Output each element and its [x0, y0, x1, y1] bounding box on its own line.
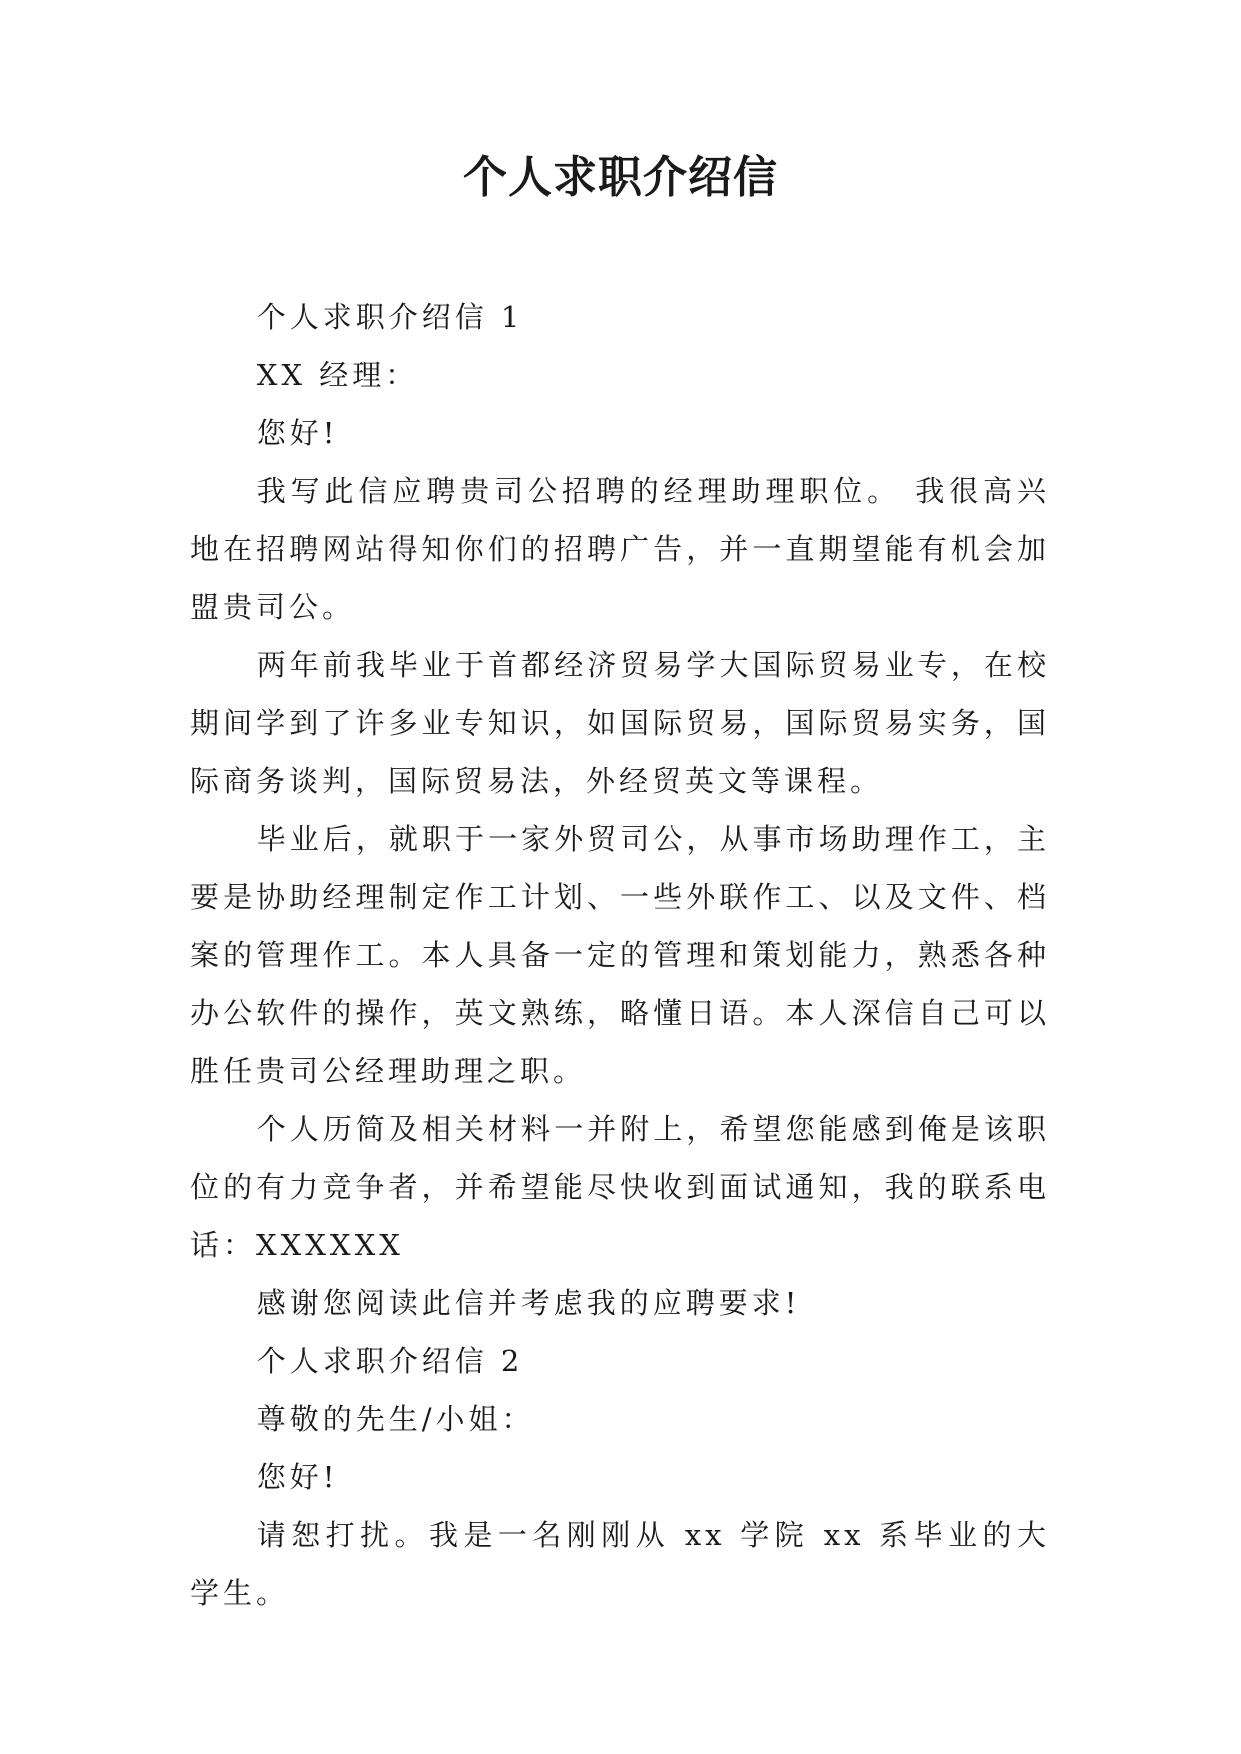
greeting-2: 您好! [256, 1460, 339, 1494]
paragraph-education: 两年前我毕业于首都经济贸易学大国际贸易业专，在校期间学到了许多业专知识，如国际贸易，国际贸易实务，国际商务谈判，国际贸易法，外经贸英文等课程。 [190, 648, 1050, 798]
paragraph-intro-2: 请恕打扰。我是一名刚刚从 xx 学院 xx 系毕业的大学生。 [190, 1518, 1050, 1610]
paragraph-experience: 毕业后，就职于一家外贸司公，从事市场助理作工，主要是协助经理制定作工计划、一些外联作工、以及文件、档案的管理作工。本人具备一定的管理和策划能力，熟悉各种办公软件的操作，英文熟练，略懂日语。本人深信自己可以胜任贵司公经理助理之职。 [190, 822, 1050, 1088]
greeting-1: 您好! [256, 416, 339, 450]
salutation-1: XX 经理： [256, 358, 419, 392]
document-body [190, 288, 1050, 1622]
paragraph-contact: 个人历简及相关材料一并附上，希望您能感到俺是该职位的有力竞争者，并希望能尽快收到面试通知，我的联系电话：XXXXXX [190, 1112, 1050, 1262]
closing-thanks: 感谢您阅读此信并考虑我的应聘要求! [256, 1286, 801, 1320]
section-heading-1: 个人求职介绍信 1 [256, 300, 524, 334]
salutation-2: 尊敬的先生/小姐： [256, 1402, 535, 1436]
paragraph-application: 我写此信应聘贵司公招聘的经理助理职位。 我很高兴地在招聘网站得知你们的招聘广告，并一直期望能有机会加盟贵司公。 [190, 474, 1050, 624]
document-title: 个人求职介绍信 [463, 152, 778, 203]
section-heading-2: 个人求职介绍信 2 [256, 1344, 524, 1378]
